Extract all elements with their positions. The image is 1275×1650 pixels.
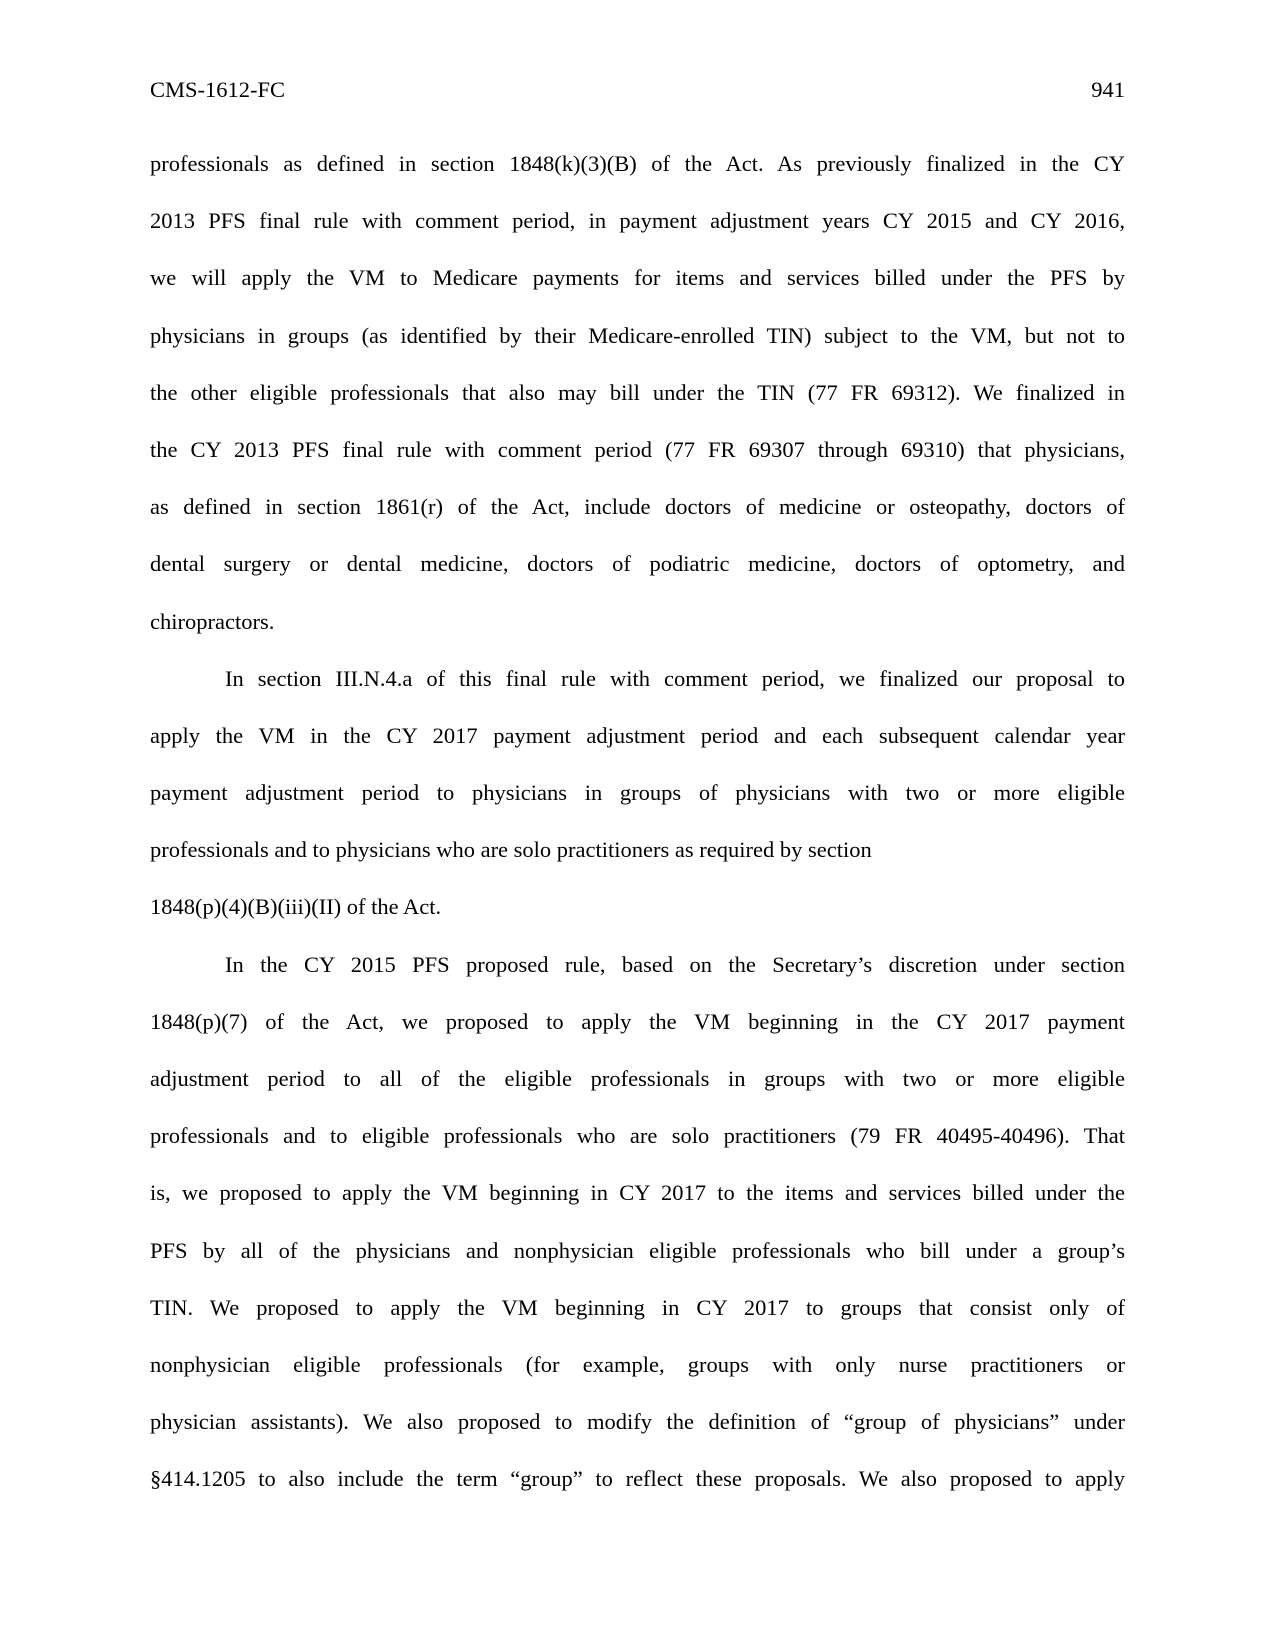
- text-line: professionals and to eligible professionals who are solo practitioners (79 FR 40495-40496). That: [150, 1123, 1125, 1149]
- body-text: [150, 148, 1125, 1521]
- text-line: chiropractors.: [150, 608, 275, 634]
- text-line: professionals and to physicians who are solo practitioners as required by section: [150, 837, 872, 863]
- text-line: is, we proposed to apply the VM beginning in CY 2017 to the items and services billed under the: [150, 1180, 1125, 1206]
- text-line: dental surgery or dental medicine, doctors of podiatric medicine, doctors of optometry, and: [150, 551, 1125, 577]
- page-number: 941: [1091, 77, 1125, 102]
- text-line: physicians in groups (as identified by their Medicare-enrolled TIN) subject to the VM, but not to: [150, 322, 1125, 348]
- text-line: §414.1205 to also include the term “group” to reflect these proposals. We also proposed to apply: [150, 1466, 1125, 1492]
- text-line: we will apply the VM to Medicare payments for items and services billed under the PFS by: [150, 265, 1125, 291]
- text-line: adjustment period to all of the eligible professionals in groups with two or more eligible: [150, 1066, 1125, 1091]
- text-line: 2013 PFS final rule with comment period, in payment adjustment years CY 2015 and CY 2016,: [150, 208, 1125, 234]
- text-line: TIN. We proposed to apply the VM beginning in CY 2017 to groups that consist only of: [150, 1294, 1125, 1320]
- text-line: physician assistants). We also proposed to modify the definition of “group of physicians” under: [150, 1409, 1125, 1435]
- text-line: as defined in section 1861(r) of the Act, include doctors of medicine or osteopathy, doctors of: [150, 494, 1125, 520]
- text-line: 1848(p)(4)(B)(iii)(II) of the Act.: [150, 894, 442, 920]
- text-line: the CY 2013 PFS final rule with comment period (77 FR 69307 through 69310) that physicians,: [150, 436, 1125, 462]
- document-id: CMS-1612-FC: [150, 77, 286, 102]
- text-line: apply the VM in the CY 2017 payment adjustment period and each subsequent calendar year: [150, 722, 1125, 748]
- text-line: payment adjustment period to physicians in groups of physicians with two or more eligible: [150, 780, 1125, 806]
- text-line: PFS by all of the physicians and nonphysician eligible professionals who bill under a group’s: [150, 1237, 1125, 1263]
- page-header: [150, 74, 1125, 106]
- text-line: In section III.N.4.a of this final rule with comment period, we finalized our proposal to: [225, 665, 1125, 691]
- text-line: In the CY 2015 PFS proposed rule, based on the Secretary’s discretion under section: [225, 951, 1125, 977]
- text-line: 1848(p)(7) of the Act, we proposed to apply the VM beginning in the CY 2017 payment: [150, 1008, 1125, 1034]
- text-line: professionals as defined in section 1848(k)(3)(B) of the Act. As previously finalized in the CY: [150, 151, 1125, 176]
- text-line: the other eligible professionals that also may bill under the TIN (77 FR 69312). We finalized in: [150, 379, 1125, 405]
- text-line: nonphysician eligible professionals (for example, groups with only nurse practitioners or: [150, 1351, 1125, 1377]
